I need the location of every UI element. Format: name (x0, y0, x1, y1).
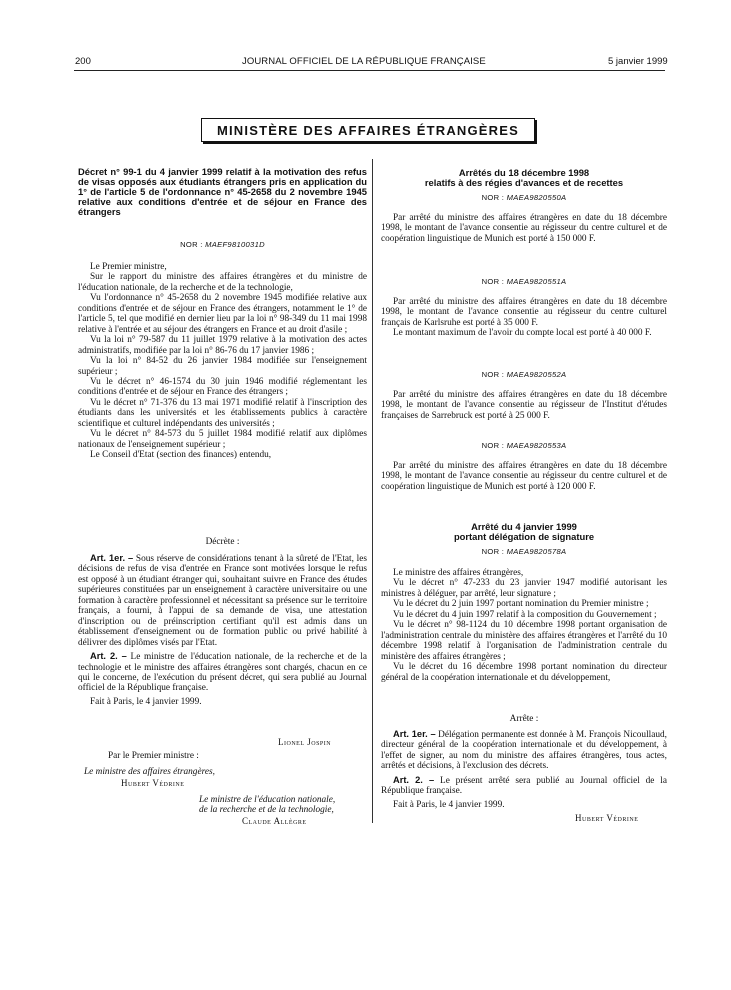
arrete-body (381, 213, 667, 244)
arrete-body (381, 390, 667, 421)
minister-edu-title-1: Le ministre de l'éducation nationale, (199, 795, 336, 805)
arrete-nor (381, 370, 667, 379)
article-1-text: Sous réserve de considérations tenant à la sûreté de l'Etat, les décisions de refus de visa d'entrée en France sont motivées lorsque le refus est opposé à un étudiant étranger qui, souhaitant suivre en France des études supérieures constituées par un enseignement à caractère universitaire ou une formation à caractère professionnel et nécessitant sa présence sur le territoire français, a fourni, à l'appui de sa demande de visa, une attestation d'inscription ou de préinscription certifiant qu'il est admis dans un établissement d'enseignement ou de formation public ou privé habilité à délivrer des diplômes visés par l'Etat. (78, 554, 367, 648)
nor-label: NOR : (481, 277, 505, 286)
nor-label: NOR : (481, 193, 505, 202)
nor-code: MAEA9820550A (506, 193, 567, 202)
signature-jospin: Lionel Jospin (278, 737, 332, 747)
decree-nor (78, 240, 367, 249)
arrete-word: Arrête : (509, 714, 539, 724)
article-2-label: Art. 2. – (90, 651, 127, 662)
decree-preamble (78, 262, 367, 461)
column-divider (372, 159, 373, 823)
decree-title: Décret n° 99-1 du 4 janvier 1999 relatif à la motivation des refus de visas opposés aux étudiants étrangers pris en application du 1° de l'article 5 de l'ordonnance n° 45-2658 du 2 novembre 1945 relative aux conditions d'entrée et de séjour en France des étrangers (78, 166, 367, 217)
preamble-paragraph: Vu l'ordonnance n° 45-2658 du 2 novembre 1945 modifiée relative aux conditions d'entrée et de séjour en France des étrangers, notamment le 1° de l'article 5, tel que modifié en dernier lieu par la loi n° 98-349 du 11 mai 1998 relative à l'entrée et au séjour des étrangers en France et au droit d'asile ; (78, 293, 367, 335)
preamble-paragraph: Vu la loi n° 79-587 du 11 juillet 1979 relative à la motivation des actes administratifs, modifiée par la loi n° 86-76 du 17 janvier 1986 ; (78, 335, 367, 356)
nor-code: MAEA9820551A (506, 277, 567, 286)
preamble-paragraph: Le Conseil d'Etat (section des finances) entendu, (90, 450, 272, 461)
arrete2-paragraph: Vu le décret du 4 juin 1997 relatif à la composition du Gouvernement ; (393, 609, 657, 620)
arrete2-article-2 (381, 775, 667, 797)
arrete2-paragraph: Vu le décret du 16 décembre 1998 portant nomination du directeur général de la coopération internationale et du développement, (381, 662, 667, 683)
article-2-text: Le ministre de l'éducation nationale, de la recherche et de la technologie et le ministre des affaires étrangères sont chargés, chacun en ce qui le concerne, de l'exécution du présent décret, qui sera publié au Journal officiel de la République française. (78, 652, 367, 694)
page-number: 200 (75, 56, 91, 67)
arrete2-article-1 (381, 729, 667, 772)
article-2 (78, 651, 367, 694)
arrete2-articles (381, 729, 667, 810)
arrete-paragraph: Par arrêté du ministre des affaires étrangères en date du 18 décembre 1998, le montant de l'avance consentie au régisseur du centre culturel et de coopération linguistique de Munich est porté à 150 000 F. (381, 213, 667, 244)
signature-vedrine-right: Hubert Védrine (575, 813, 639, 823)
arrete2-nor (381, 547, 667, 556)
arrete2-title-2: portant délégation de signature (453, 531, 595, 542)
arrete-nor (381, 441, 667, 450)
preamble-paragraph: Vu le décret n° 71-376 du 13 mai 1971 modifié relatif à l'inscription des étudiants dans les universités et les établissements publics à caractère scientifique et culturel indépendants des universités ; (78, 397, 367, 429)
arretes-title-1: Arrêtés du 18 décembre 1998 (458, 167, 590, 178)
ministry-heading-box (201, 118, 535, 142)
nor-label: NOR : (180, 240, 203, 249)
ministry-heading: MINISTÈRE DES AFFAIRES ÉTRANGÈRES (216, 122, 520, 138)
arrete2-title-1: Arrêté du 4 janvier 1999 (471, 521, 577, 532)
minister-edu-title-2: de la recherche et de la technologie, (199, 805, 334, 815)
arretes-title-2: relatifs à des régies d'avances et de recettes (424, 177, 624, 188)
arrete-paragraph: Par arrêté du ministre des affaires étrangères en date du 18 décembre 1998, le montant de l'avance consentie au régisseur du centre culturel français de Karlsruhe est porté à 35 000 F. (381, 297, 667, 328)
arrete2-paragraph: Vu le décret n° 98-1124 du 10 décembre 1998 portant organisation de l'administration centrale du ministère des affaires étrangères et l'arrêté du 10 décembre 1998 relatif à l'organisation de l'administration centrale du ministère des affaires étrangères ; (381, 620, 667, 662)
arrete-paragraph: Le montant maximum de l'avoir du compte local est porté à 40 000 F. (393, 328, 652, 339)
signature-allegre: Claude Allègre (242, 816, 307, 826)
preamble-paragraph: Le Premier ministre, (90, 262, 167, 272)
article-1 (78, 553, 367, 648)
issue-date: 5 janvier 1999 (608, 56, 668, 67)
nor-label: NOR : (481, 441, 505, 450)
nor-label: NOR : (481, 547, 505, 556)
nor-code: MAEF9810031D (205, 240, 265, 249)
par-premier-ministre: Par le Premier ministre : (108, 751, 199, 761)
nor-code: MAEA9820553A (506, 441, 567, 450)
nor-label: NOR : (481, 370, 505, 379)
arrete-nor (381, 277, 667, 286)
arrete2-paragraph: Le ministre des affaires étrangères, (393, 568, 524, 578)
journal-title: JOURNAL OFFICIEL DE LA RÉPUBLIQUE FRANÇAISE (242, 56, 486, 67)
preamble-paragraph: Vu le décret n° 84-573 du 5 juillet 1984 modifié relatif aux diplômes nationaux de l'enseignement supérieur ; (78, 429, 367, 450)
arrete2-article-2-label: Art. 2. – (393, 774, 435, 785)
arrete-nor (381, 193, 667, 202)
arrete-body (381, 297, 667, 339)
arrete2-article-2-text: Le présent arrêté sera publié au Journal officiel de la République française. (381, 775, 667, 797)
article-1-label: Art. 1er. – (90, 553, 134, 563)
arrete-body (381, 461, 667, 492)
nor-code: MAEA9820578A (506, 547, 567, 556)
minister-ae-title: Le ministre des affaires étrangères, (84, 767, 215, 777)
preamble-paragraph: Vu le décret n° 46-1574 du 30 juin 1946 modifié réglementant les conditions d'entrée et de séjour en France des étrangers ; (78, 376, 367, 398)
arrete2-preamble (381, 568, 667, 683)
decree-articles (78, 553, 367, 707)
arrete2-fait: Fait à Paris, le 4 janvier 1999. (393, 799, 505, 810)
preamble-paragraph: Vu la loi n° 84-52 du 26 janvier 1984 modifiée sur l'enseignement supérieur ; (78, 356, 367, 377)
arrete2-paragraph: Vu le décret n° 47-233 du 23 janvier 1947 modifié autorisant les ministres à déléguer, par arrêté, leur signature ; (381, 578, 667, 599)
signature-vedrine: Hubert Védrine (121, 778, 185, 788)
arrete2-article-1-text: Délégation permanente est donnée à M. François Nicoullaud, directeur général de la coopération internationale et du développement, à l'effet de signer, au nom du ministre des affaires étrangères, tous actes, arrêtés et décisions, à l'exclusion des décrets. (381, 730, 667, 772)
nor-code: MAEA9820552A (506, 370, 567, 379)
decrete-word: Décrète : (205, 537, 240, 547)
arrete2-paragraph: Vu le décret du 2 juin 1997 portant nomination du Premier ministre ; (393, 599, 649, 610)
arrete-paragraph: Par arrêté du ministre des affaires étrangères en date du 18 décembre 1998, le montant de l'avance consentie au régisseur du centre culturel et de coopération linguistique de Munich est porté à 120 000 F. (381, 461, 667, 492)
preamble-paragraph: Sur le rapport du ministre des affaires étrangères et du ministre de l'éducation nationale, de la recherche et de la technologie, (78, 272, 367, 293)
arrete-paragraph: Par arrêté du ministre des affaires étrangères en date du 18 décembre 1998, le montant de l'avance consentie au régisseur de l'Institut d'études françaises de Sarrebruck est porté à 25 000 F. (381, 390, 667, 421)
fait-a-paris: Fait à Paris, le 4 janvier 1999. (90, 696, 202, 707)
arrete2-article-1-label: Art. 1er. – (393, 729, 436, 739)
header-rule (74, 70, 665, 71)
